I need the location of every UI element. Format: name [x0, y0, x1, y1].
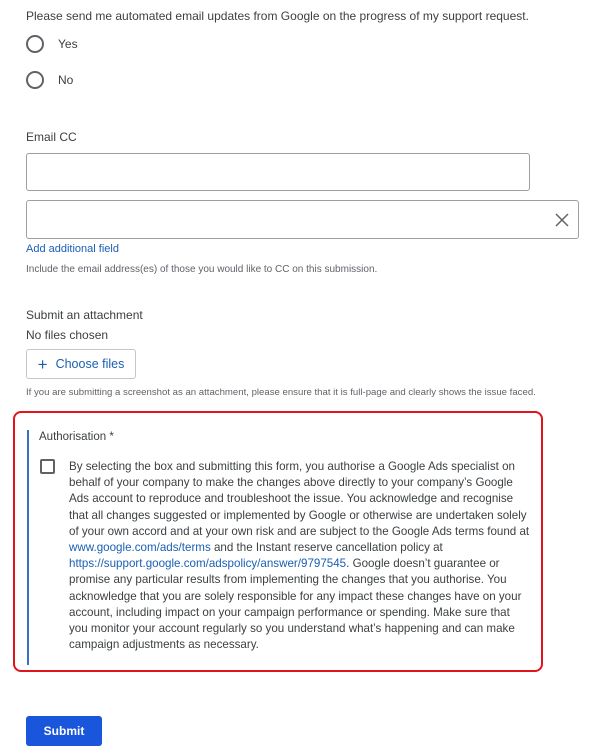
- ads-terms-link[interactable]: www.google.com/ads/terms: [69, 541, 211, 555]
- authorisation-checkbox[interactable]: [40, 459, 55, 474]
- email-cc-field-1[interactable]: [26, 153, 530, 191]
- email-cc-helper-text: Include the email address(es) of those you would like to CC on this submission.: [26, 264, 378, 275]
- submit-button[interactable]: Submit: [26, 716, 102, 746]
- radio-label-yes: Yes: [58, 37, 78, 51]
- email-cc-field-2[interactable]: [26, 200, 579, 239]
- choose-files-label: Choose files: [55, 357, 125, 371]
- authorisation-text-part1: By selecting the box and submitting this form, you authorise a Google Ads specialist on behalf of your company to make the changes above directly to your company’s Google Ads account to reproduce and troubleshoot the issue. You acknowledge and recognise that all changes suggested or implemented by Google or otherwise are undertaken solely of your own accord and at your own risk and are subject to the Google Ads terms found at: [69, 460, 530, 538]
- plus-icon: +: [37, 354, 48, 374]
- radio-option-yes[interactable]: [26, 35, 78, 53]
- radio-label-no: No: [58, 73, 74, 87]
- authorisation-text: [69, 459, 531, 653]
- add-additional-field-link[interactable]: Add additional field: [26, 243, 119, 255]
- adspolicy-link[interactable]: https://support.google.com/adspolicy/answer/9797545: [69, 557, 347, 571]
- attachment-status: No files chosen: [26, 328, 109, 342]
- email-cc-input-2[interactable]: [27, 201, 578, 238]
- close-icon[interactable]: [554, 212, 570, 228]
- attachment-helper-text: If you are submitting a screenshot as an attachment, please ensure that it is full-page and clearly shows the issue faced.: [26, 387, 536, 398]
- authorisation-text-part2: and the Instant reserve cancellation policy at: [210, 541, 443, 555]
- authorisation-text-part3: . Google doesn’t guarantee or promise any particular results from implementing the changes that you authorise. You acknowledge that you are solely responsible for any impact these changes have on your account, including impact on your campaign performance or spending. Make sure that you monitor your account regularly so you understand what’s happening and can make campaign adjustments as necessary.: [69, 557, 522, 652]
- email-cc-label: Email CC: [26, 130, 77, 144]
- authorisation-label: Authorisation *: [39, 431, 114, 443]
- radio-option-no[interactable]: [26, 71, 73, 89]
- choose-files-button[interactable]: [26, 349, 136, 379]
- radio-button-icon[interactable]: [26, 71, 44, 89]
- authorisation-accent-line: [27, 430, 29, 665]
- radio-button-icon[interactable]: [26, 35, 44, 53]
- email-updates-question: Please send me automated email updates from Google on the progress of my support request.: [26, 9, 529, 23]
- email-cc-input-1[interactable]: [27, 154, 529, 190]
- attachment-label: Submit an attachment: [26, 308, 143, 322]
